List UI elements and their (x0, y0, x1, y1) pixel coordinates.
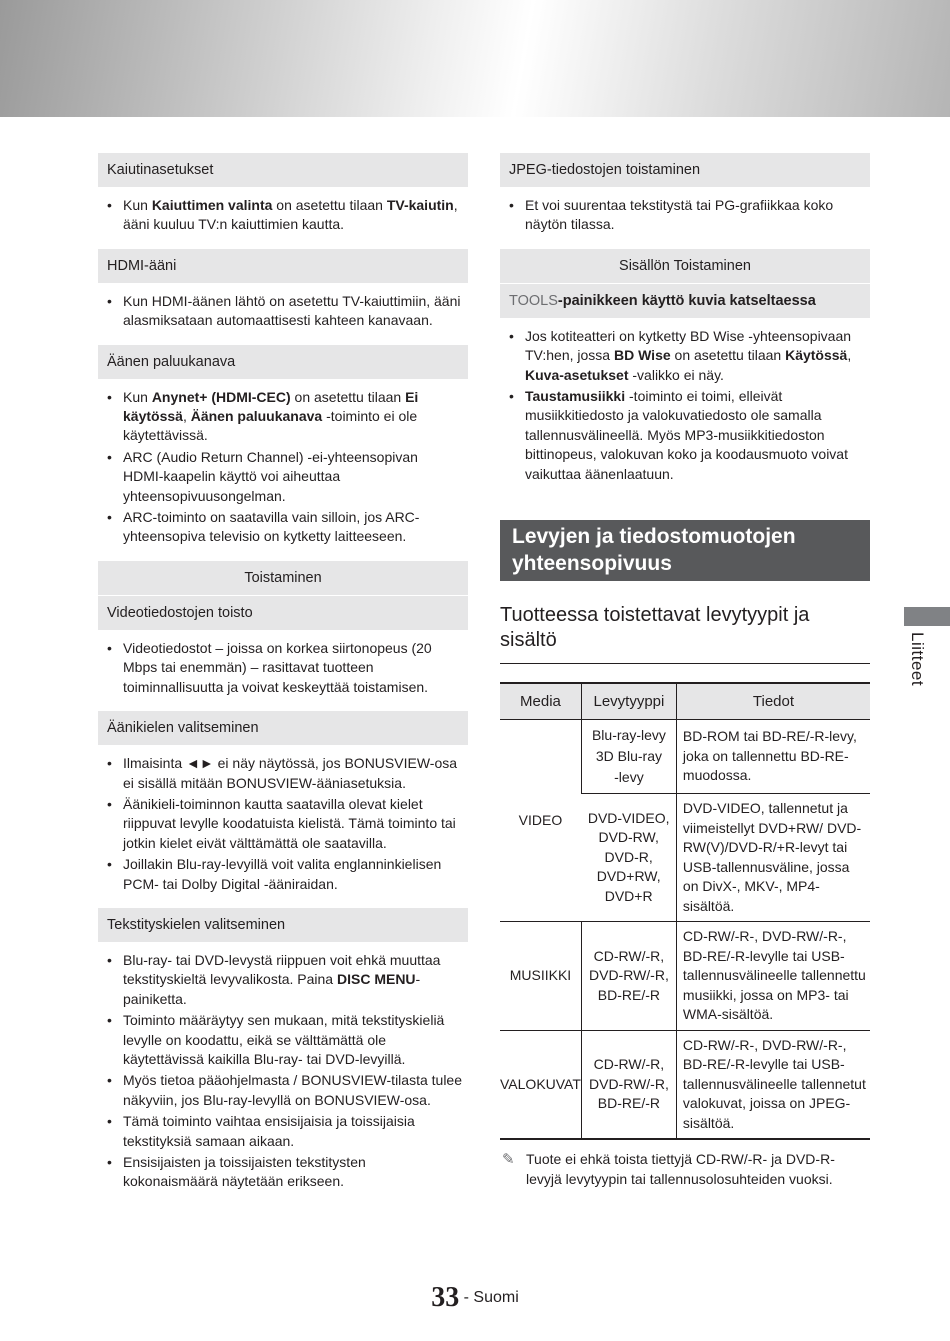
list-item: • Jos kotiteatteri on kytketty BD Wise -yhteensopivaan TV:hen, jossa BD Wise on asetettu tilaan Käytössä, Kuva-asetukset -valikko ei näy. (500, 327, 870, 385)
info-cell: BD-ROM tai BD-RE/-R-levy, joka on tallennettu BD-RE-muodossa. (676, 720, 870, 794)
info-cell: CD-RW/-R-, DVD-RW/-R-, BD-RE/-R-levylle tai USB-tallennusvälineelle tallennetut valokuvat, joissa on JPEG-sisältöä. (676, 1030, 870, 1139)
type-cell: DVD-VIDEO, DVD-RW, DVD-R, DVD+RW, DVD+R (581, 794, 676, 922)
section-header-videotiedostojen-toisto: Videotiedostojen toisto (98, 596, 468, 630)
list-item: • Videotiedostot – joissa on korkea siirtonopeus (20 Mbps tai enemmän) – rasittavat tuotteen toiminnallisuutta ja voivat keskeyttää toistamisen. (98, 639, 468, 697)
info-cell: CD-RW/-R-, DVD-RW/-R-, BD-RE/-R-levylle tai USB-tallennusvälineelle tallennettu musiikki, jossa on MP3- tai WMA-sisältöä. (676, 922, 870, 1031)
list-item: • Ilmaisinta ◄► ei näy näytössä, jos BONUSVIEW-osa ei sisällä mitään BONUSVIEW-ääniasetuksia. (98, 754, 468, 793)
footer-language: Suomi (473, 1289, 519, 1306)
page-footer (0, 1282, 950, 1314)
list-item: • Joillakin Blu-ray-levyillä voit valita englanninkielisen PCM- tai Dolby Digital -ääniraidan. (98, 855, 468, 894)
section-header-tools: TOOLS-painikkeen käyttö kuvia katseltaessa (500, 284, 870, 318)
list-item: • Ensisijaisten ja toissijaisten tekstitysten kokonaismäärä näytetään erikseen. (98, 1153, 468, 1192)
list-item: • Toiminto määräytyy sen mukaan, mitä tekstityskieliä levylle on koodattu, eikä se välttämättä ole käytettävissä kaikilla Blu-ray- tai DVD-levyillä. (98, 1011, 468, 1069)
section-header-toistaminen: Toistaminen (98, 561, 468, 595)
note (500, 1140, 870, 1189)
table-header-tiedot: Tiedot (676, 683, 870, 720)
hdmi-list (98, 283, 468, 345)
media-cell-musiikki: MUSIIKKI (500, 922, 581, 1031)
section-header-jpeg: JPEG-tiedostojen toistaminen (500, 153, 870, 187)
note-pencil-icon: ✎ (502, 1151, 515, 1169)
table-row (500, 922, 870, 1031)
list-item: • Taustamusiikki -toiminto ei toimi, elleivät musiikkitiedosto ja valokuvatiedosto ole samalla tallennusvälineellä. Myös MP3-musiikkitiedoston bittinopeus, valokuvan koko ja koodausmuoto voivat vaikuttaa äänenlaatuun. (500, 387, 870, 484)
paluu-list (98, 379, 468, 561)
list-item: • ARC-toiminto on saatavilla vain silloin, jos ARC-yhteensopiva televisio on kytketty laitteeseen. (98, 508, 468, 547)
note-text: Tuote ei ehkä toista tiettyjä CD-RW/-R- ja DVD-R-levyjä levytyypin tai tallennusolosuhteiden vuoksi. (526, 1151, 835, 1188)
table-header-levytyyppi: Levytyyppi (581, 683, 676, 720)
table-row (500, 1030, 870, 1139)
jpeg-list (500, 187, 870, 249)
list-item: • ARC (Audio Return Channel) -ei-yhteensopivan HDMI-kaapelin käyttö voi aiheuttaa yhteensopivuusongelman. (98, 448, 468, 506)
list-item: • Kun HDMI-äänen lähtö on asetettu TV-kaiuttimiin, ääni alasmiksataan automaattisesti kahteen kanavaan. (98, 292, 468, 331)
banner-title: Levyjen ja tiedostomuotojen yhteensopivuus (500, 517, 870, 581)
list-item: • Kun Anynet+ (HDMI-CEC) on asetettu tilaan Ei käytössä, Äänen paluukanava -toiminto ei ole käytettävissä. (98, 388, 468, 446)
table-row (500, 720, 870, 794)
header-gradient-bar (0, 0, 950, 117)
type-cell: CD-RW/-R, DVD-RW/-R, BD-RE/-R (581, 922, 676, 1031)
list-item: • Myös tietoa pääohjelmasta / BONUSVIEW-tilasta tulee näkyviin, jos Blu-ray-levyllä on BONUSVIEW-osa. (98, 1071, 468, 1110)
footer-separator: - (459, 1289, 474, 1306)
section-title: Tuotteessa toistettavat levytyypit ja sisältö (500, 581, 870, 664)
tools-label: TOOLS (509, 292, 558, 309)
section-header-hdmi-aani: HDMI-ääni (98, 249, 468, 283)
video-list (98, 630, 468, 711)
list-item: • Et voi suurentaa tekstitystä tai PG-grafiikkaa koko näytön tilassa. (500, 196, 870, 235)
list-item: • Blu-ray- tai DVD-levystä riippuen voit ehkä muuttaa tekstityskieltä levyvalikosta. Paina DISC MENU-painiketta. (98, 951, 468, 1009)
section-header-aanikielen-valitseminen: Äänikielen valitseminen (98, 711, 468, 745)
section-header-sisallon-toistaminen: Sisällön Toistaminen (500, 249, 870, 283)
tools-list (500, 318, 870, 498)
left-column (98, 153, 468, 1206)
disc-type-table (500, 682, 870, 1140)
aanikieli-list (98, 745, 468, 908)
type-cell: CD-RW/-R, DVD-RW/-R, BD-RE/-R (581, 1030, 676, 1139)
info-cell: DVD-VIDEO, tallennetut ja viimeistellyt DVD+RW/ DVD-RW(V)/DVD-R/+R-levyt tai USB-tallennusväline, jossa on DivX-, MKV-, MP4-sisältöä. (676, 794, 870, 922)
right-column (500, 153, 870, 1189)
kaiutin-list (98, 187, 468, 249)
section-header-kaiutinasetukset: Kaiutinasetukset (98, 153, 468, 187)
page-number: 33 (431, 1282, 460, 1313)
table-header-media: Media (500, 683, 581, 720)
section-header-tekstityskielen-valitseminen: Tekstityskielen valitseminen (98, 908, 468, 942)
tekstitys-list (98, 942, 468, 1206)
list-item: • Kun Kaiuttimen valinta on asetettu tilaan TV-kaiutin, ääni kuuluu TV:n kaiuttimien kautta. (98, 196, 468, 235)
side-tab-marker (904, 607, 950, 626)
media-cell-video: VIDEO (500, 720, 581, 922)
media-cell-valokuvat: VALOKUVAT (500, 1030, 581, 1139)
list-item: • Tämä toiminto vaihtaa ensisijaisia ja toissijaisia tekstityksiä samaan aikaan. (98, 1112, 468, 1151)
section-header-aanen-paluukanava: Äänen paluukanava (98, 345, 468, 379)
list-item: • Äänikieli-toiminnon kautta saatavilla olevat kielet riippuvat levylle koodatuista kielistä. Tämä toiminto tai jotkin kielet eivät välttämättä ole saatavilla. (98, 795, 468, 853)
type-cell: Blu-ray-levy 3D Blu-ray -levy (581, 720, 676, 794)
side-tab-label: Liitteet (908, 632, 927, 687)
